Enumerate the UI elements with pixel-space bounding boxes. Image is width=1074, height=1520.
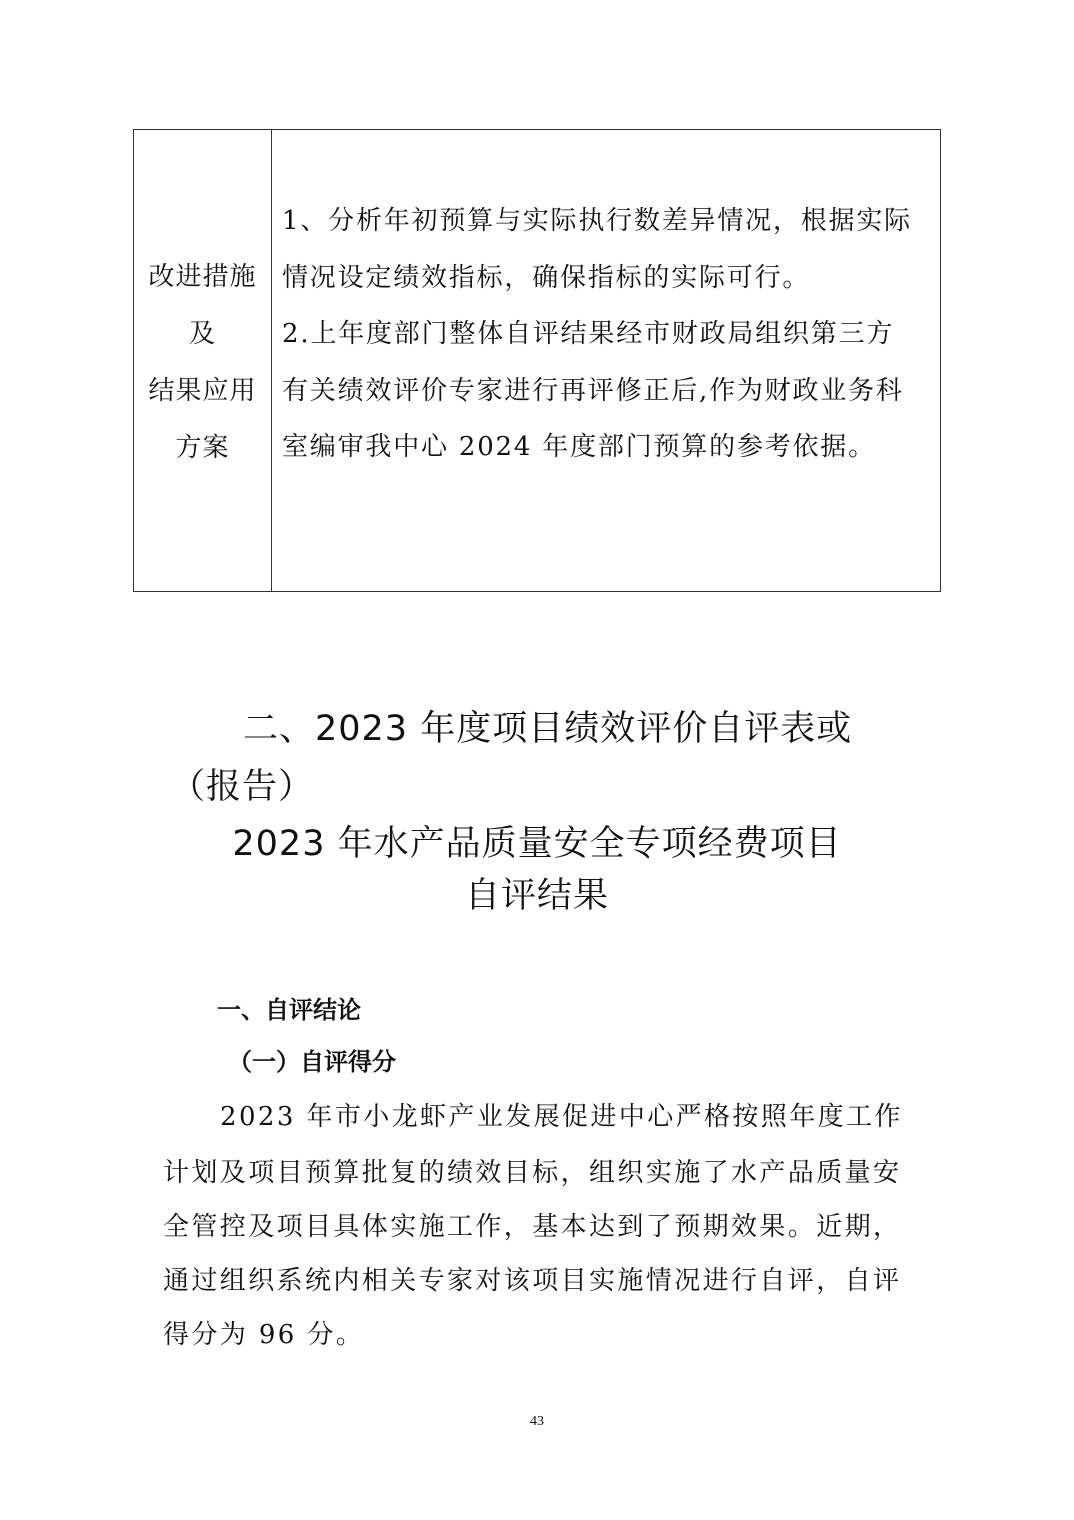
paragraph-line: 通过组织系统内相关专家对该项目实施情况进行自评，自评 bbox=[163, 1266, 902, 1296]
project-title-line2: 自评结果 bbox=[464, 876, 609, 916]
section-heading-line1: 二、2023 年度项目绩效评价自评表或 bbox=[243, 709, 853, 749]
label-line: 结果应用 bbox=[148, 376, 257, 406]
measures-table bbox=[133, 129, 941, 592]
subheading-score: （一）自评得分 bbox=[228, 1048, 396, 1076]
content-line: 情况设定绩效指标，确保指标的实际可行。 bbox=[282, 263, 811, 293]
content-line: 1、分析年初预算与实际执行数差异情况，根据实际 bbox=[282, 206, 912, 236]
label-line: 及 bbox=[188, 319, 216, 349]
content-line: 2.上年度部门整体自评结果经市财政局组织第三方 bbox=[282, 319, 895, 349]
paragraph-line: 得分为 96 分。 bbox=[163, 1320, 365, 1350]
content-line: 室编审我中心 2024 年度部门预算的参考依据。 bbox=[282, 432, 876, 462]
paragraph-line: 2023 年市小龙虾产业发展促进中心严格按照年度工作 bbox=[220, 1102, 903, 1132]
section-heading-line2: （报告） bbox=[170, 767, 315, 807]
content-line: 有关绩效评价专家进行再评修正后,作为财政业务科 bbox=[282, 376, 904, 406]
paragraph-line: 计划及项目预算批复的绩效目标，组织实施了水产品质量安 bbox=[163, 1158, 902, 1188]
label-line: 方案 bbox=[175, 433, 230, 463]
table-column-divider bbox=[271, 130, 272, 591]
table-row-label bbox=[134, 130, 271, 591]
project-title-line1: 2023 年水产品质量安全专项经费项目 bbox=[232, 824, 842, 864]
paragraph-line: 全管控及项目具体实施工作，基本达到了预期效果。近期， bbox=[163, 1212, 902, 1242]
page-number: 43 bbox=[530, 1414, 544, 1429]
label-line: 改进措施 bbox=[148, 262, 257, 292]
subheading-conclusion: 一、自评结论 bbox=[217, 996, 361, 1024]
